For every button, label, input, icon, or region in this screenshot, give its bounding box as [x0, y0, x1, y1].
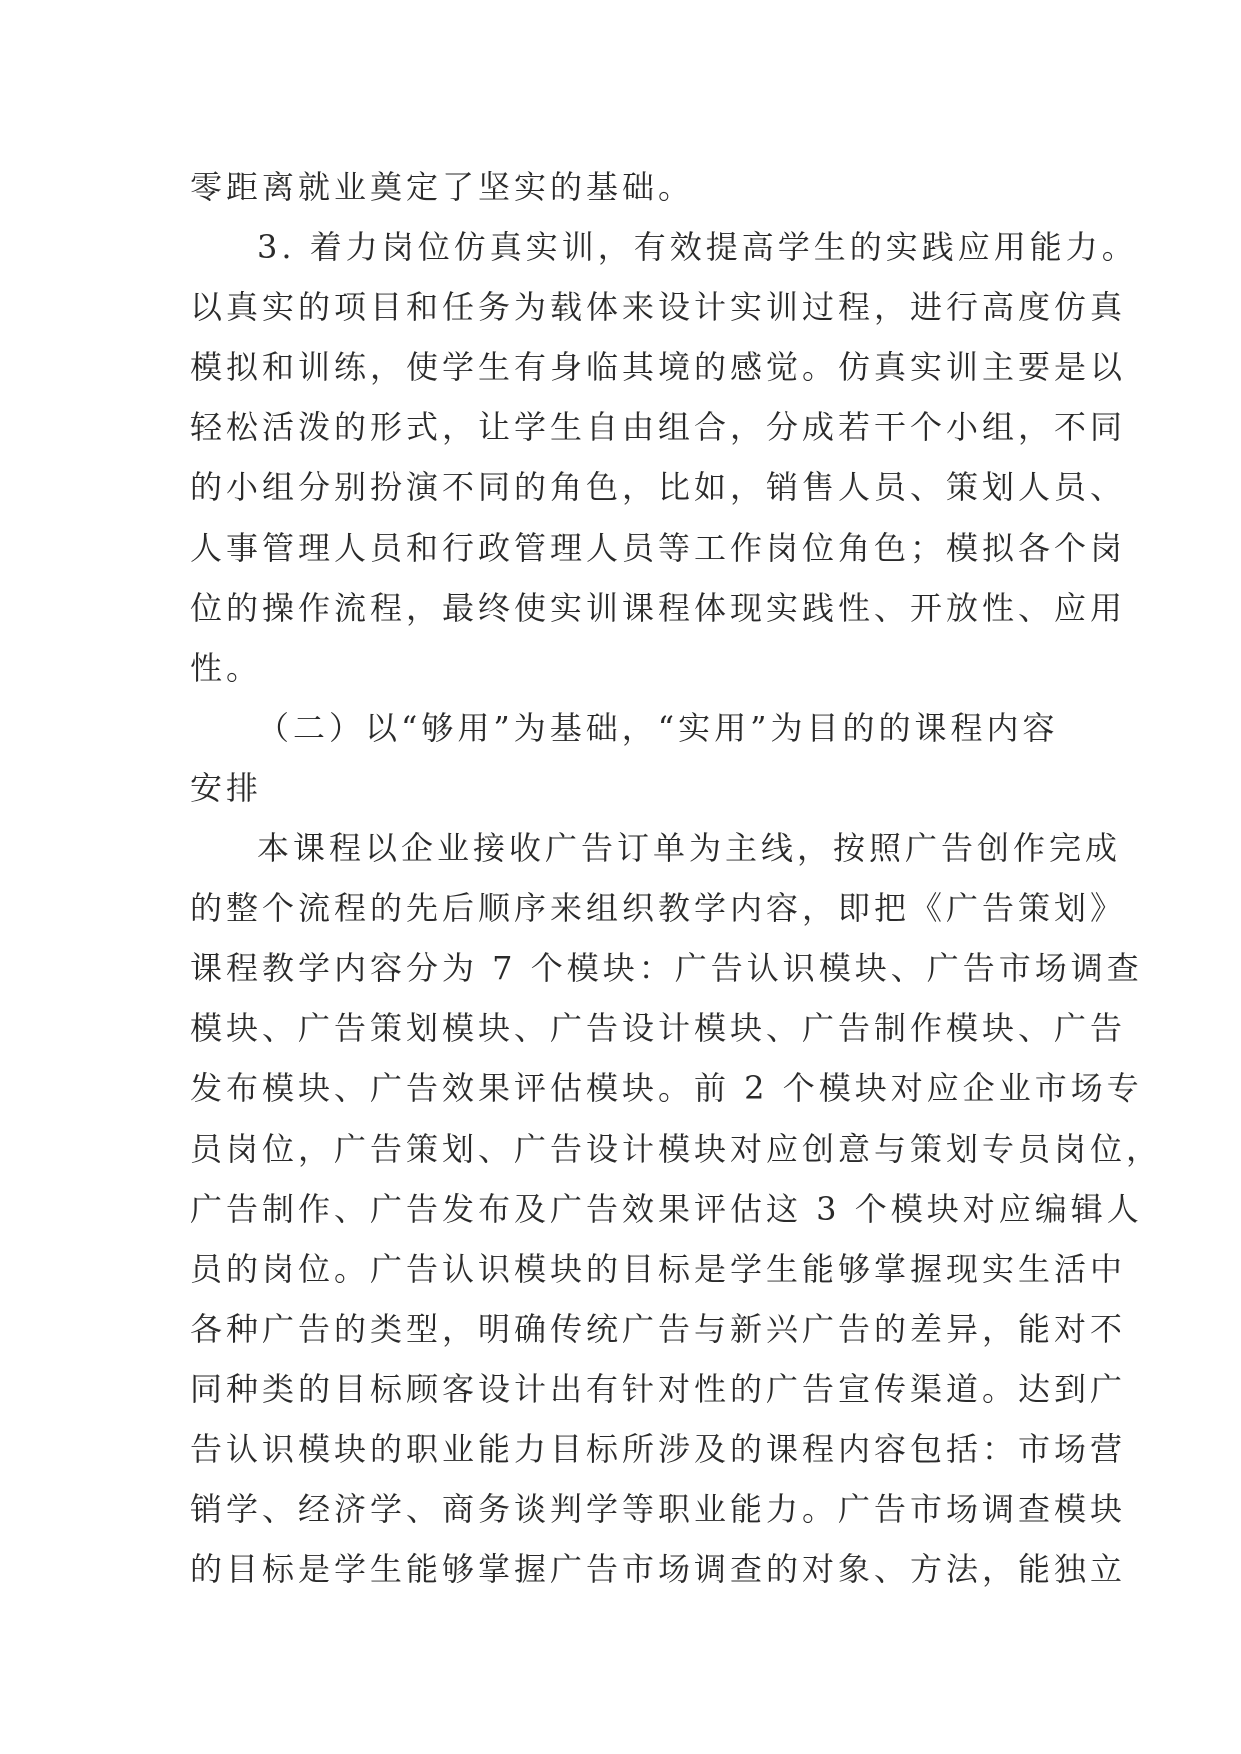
- text-line: 的整个流程的先后顺序来组织教学内容，即把《广告策划》: [190, 889, 1127, 928]
- text-line: 人事管理人员和行政管理人员等工作岗位角色；模拟各个岗: [190, 528, 1127, 567]
- text-line: 课程教学内容分为 7 个模块：广告认识模块、广告市场调查: [190, 949, 1143, 988]
- text-line: 的小组分别扮演不同的角色，比如，销售人员、策划人员、: [190, 468, 1127, 507]
- text-line: 员的岗位。广告认识模块的目标是学生能够掌握现实生活中: [190, 1249, 1127, 1288]
- text-line: 以真实的项目和任务为载体来设计实训过程，进行高度仿真: [190, 288, 1127, 327]
- text-line: 3. 着力岗位仿真实训，有效提高学生的实践应用能力。: [257, 228, 1138, 267]
- text-line: 广告制作、广告发布及广告效果评估这 3 个模块对应编辑人: [190, 1189, 1143, 1228]
- text-line: 发布模块、广告效果评估模块。前 2 个模块对应企业市场专: [190, 1069, 1143, 1108]
- text-line: 告认识模块的职业能力目标所涉及的课程内容包括：市场营: [190, 1429, 1127, 1468]
- text-line: 销学、经济学、商务谈判学等职业能力。广告市场调查模块: [190, 1490, 1127, 1529]
- text-line: 零距离就业奠定了坚实的基础。: [190, 168, 695, 206]
- text-line: 性。: [190, 648, 263, 687]
- section-heading: （二）以“够用”为基础，“实用”为目的的课程内容: [257, 708, 1059, 747]
- text-line: 员岗位，广告策划、广告设计模块对应创意与策划专员岗位，: [190, 1129, 1163, 1168]
- text-line: 的目标是学生能够掌握广告市场调查的对象、方法，能独立: [190, 1550, 1127, 1589]
- text-line: 位的操作流程，最终使实训课程体现实践性、开放性、应用: [190, 588, 1127, 627]
- body-text: [190, 157, 1163, 1599]
- section-heading-continued: 安排: [190, 768, 263, 807]
- text-line: 本课程以企业接收广告订单为主线，按照广告创作完成: [257, 829, 1122, 868]
- text-line: 模块、广告策划模块、广告设计模块、广告制作模块、广告: [190, 1009, 1127, 1048]
- text-line: 同种类的目标顾客设计出有针对性的广告宣传渠道。达到广: [190, 1369, 1127, 1408]
- text-line: 各种广告的类型，明确传统广告与新兴广告的差异，能对不: [190, 1309, 1127, 1348]
- text-line: 轻松活泼的形式，让学生自由组合，分成若干个小组，不同: [190, 408, 1127, 447]
- text-line: 模拟和训练，使学生有身临其境的感觉。仿真实训主要是以: [190, 348, 1127, 387]
